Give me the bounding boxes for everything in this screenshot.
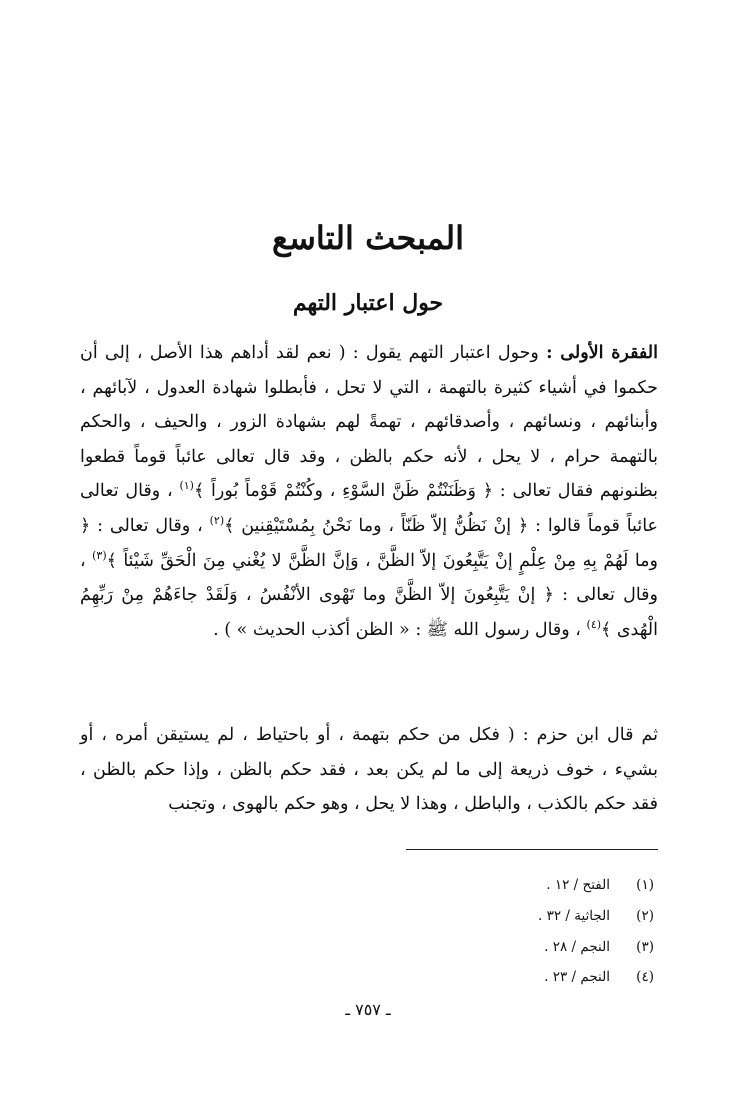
paragraph-2: ثم قال ابن حزم : ( فكل من حكم بتهمة ، أو باحتياط ، لم يستيقن أمره ، أو بشيء ، خوف ذريعة إلى ما لم يكن بعد ، فقد حكم بالظن ، وإذا حكم بالظن ، فقد حكم بالكذب ، والباطل ، وهذا لا يحل ، وهو حكم بالهوى ، وتجنب: [80, 725, 658, 815]
paragraph-text: وحول اعتبار التهم يقول : ( نعم لقد أداهم هذا الأصل ، إلى أن حكموا في أشياء كثيرة بالتهمة ، التي لا تحل ، فأبطلوا شهادة العدول ، لآبائهم ، وأبنائهم ، ونسائهم ، وأصدقائهم ، تهمةً لهم بشهادة الزور ، والحيف ، والحكم بالتهمة حرام ، لا يحل ، لأنه حكم بالظن ، وقد قال تعالى عائباً قوماً قطعوا بظنونهم فقال تعالى : ﴿ وَظَنَنْتُمْ ظَنَّ السَّوْءِ ، وكُنْتُمْ قَوْماً بُوراً ﴾: [80, 343, 658, 502]
paragraph-lead: الفقرة الأولى :: [546, 343, 658, 363]
footnote-text: النجم / ٢٨ .: [544, 938, 610, 955]
footnote-ref: (١): [179, 479, 194, 493]
footnote-item: [80, 870, 654, 901]
footnote-item: [80, 932, 654, 963]
footnote-text: الفتح / ١٢ .: [546, 877, 610, 893]
chapter-title: المبحث التاسع: [272, 219, 464, 257]
paragraph-text: ، وقال تعالى : ﴿ وما لَهُمْ بِهِ مِنْ عِلْمٍ إنْ يَتَّبِعُونَ إلاّ الظَّنَّ ، وَإنَّ الظَّنَّ لا يُغْني مِنَ الْحَقِّ شَيْئاً ﴾: [80, 515, 658, 571]
footnote-item: [80, 962, 654, 993]
footnote-ref: (٢): [209, 514, 225, 528]
paragraph-text: ، وقال تعالى : ﴿ إنْ يَتَّبِعُونَ إلاّ الظَّنَّ وما تَهْوى الأنْفُسُ ، وَلَقَدْ جاءَهُمْ مِنْ رَبِّهِمُ الْهُدى ﴾: [80, 550, 658, 640]
footnote-text: النجم / ٢٣ .: [544, 969, 610, 986]
footnote-item: [80, 901, 654, 932]
paragraph-1: [80, 336, 658, 647]
footnote-ref: (٣): [92, 548, 107, 562]
footnote-number: (٤): [636, 969, 654, 986]
footnote-text: الجاثية / ٣٢ .: [537, 907, 610, 924]
footnote-number: (١): [636, 877, 654, 893]
footnote-divider: [406, 849, 658, 850]
page-number: ـ ٧٥٧ ـ: [345, 1000, 391, 1019]
section-title: حول اعتبار التهم: [292, 290, 444, 316]
paragraph-text: ، وقال رسول الله ﷺ : « الظن أكذب الحديث » ) .: [213, 619, 581, 640]
footnote-number: (٢): [636, 907, 654, 924]
paragraph-text: ، وقال تعالى عائباً قوماً قالوا : ﴿ إنْ نَظُنُّ إلاّ ظَنّاً ، وما نَحْنُ بِمُسْتَيْقِنين ﴾: [80, 481, 658, 536]
footnotes-list: [80, 870, 654, 993]
footnote-ref: (٤): [586, 617, 602, 631]
footnote-number: (٣): [636, 938, 654, 955]
